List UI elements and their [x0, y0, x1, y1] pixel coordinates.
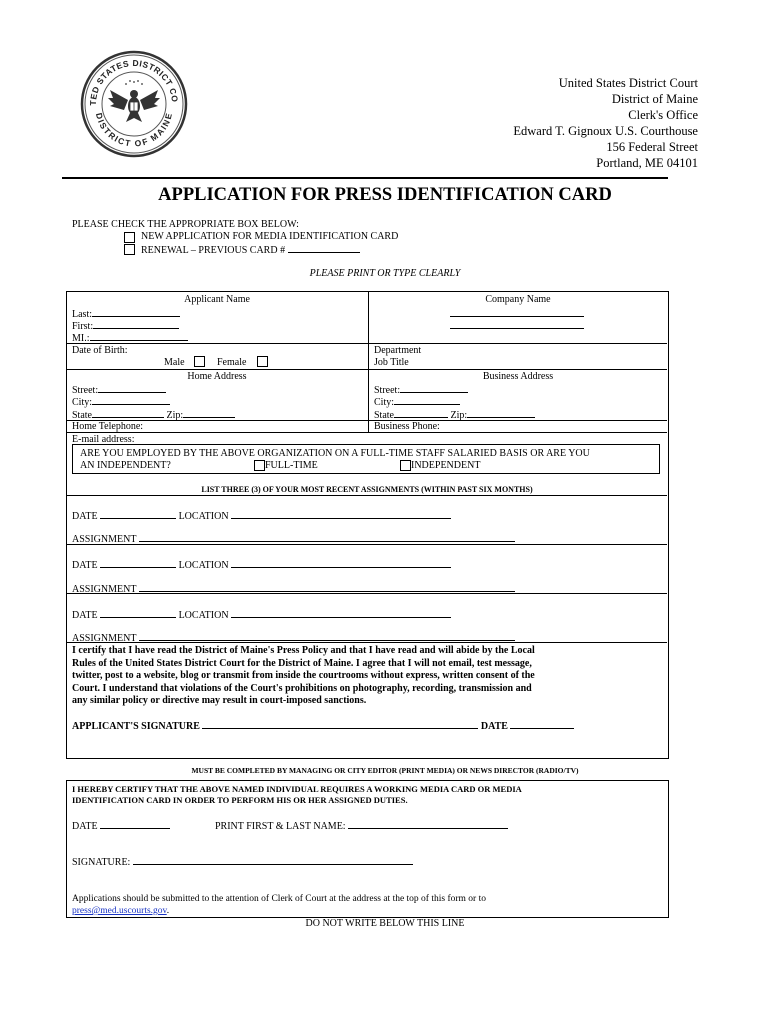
address-line: Portland, ME 04101 [596, 156, 698, 170]
address-line: 156 Federal Street [606, 140, 698, 154]
location-label: LOCATION [178, 511, 229, 522]
business-city-field [374, 395, 460, 409]
applicant-signature-label: APPLICANT'S SIGNATURE [72, 721, 200, 732]
address-line: United States District Court [558, 76, 698, 90]
assignment-label: ASSIGNMENT [72, 534, 137, 545]
assignment-2-date-location [72, 558, 451, 572]
address-line: District of Maine [611, 92, 698, 106]
editor-signature-label: SIGNATURE: [72, 857, 131, 868]
row-rule [67, 432, 667, 433]
press-email-link[interactable]: press@med.uscourts.gov [72, 906, 167, 916]
court-address [378, 75, 698, 171]
email-period: . [166, 906, 170, 916]
last-name-label: Last: [72, 309, 92, 320]
home-city-field [72, 395, 170, 409]
assignment-2-date-input[interactable] [100, 558, 176, 568]
female-checkbox[interactable] [257, 356, 268, 367]
assignment-1-date-location [72, 509, 451, 523]
date-of-birth-label: Date of Birth: [72, 345, 128, 356]
certification-line: Court. I understand that violations of the Court's prohibitions on photography, recording, transmission and [72, 682, 532, 694]
editor-date-input[interactable] [100, 819, 170, 829]
applicant-signature-input[interactable] [202, 719, 478, 729]
business-street-input[interactable] [400, 383, 468, 393]
column-divider [368, 292, 369, 433]
applicant-date-label: DATE [480, 721, 508, 732]
court-seal [80, 50, 188, 158]
new-application-label: NEW APPLICATION FOR MEDIA IDENTIFICATION CARD [141, 231, 399, 242]
employment-question-line1: ARE YOU EMPLOYED BY THE ABOVE ORGANIZATION ON A FULL-TIME STAFF SALARIED BASIS OR ARE YOU [80, 448, 590, 459]
full-time-label: FULL-TIME [265, 460, 318, 471]
business-phone-label: Business Phone: [374, 421, 440, 432]
assignment-2-input[interactable] [139, 582, 515, 592]
full-time-checkbox[interactable] [254, 460, 265, 471]
business-address-heading: Business Address [482, 371, 554, 382]
assignment-1-location-input[interactable] [231, 509, 451, 519]
location-label: LOCATION [178, 560, 229, 571]
header-rule [62, 177, 668, 179]
home-telephone-label: Home Telephone: [72, 421, 144, 432]
assignment-3-row [72, 631, 515, 645]
seal-bottom-text: DISTRICT OF MAINE [93, 111, 175, 149]
home-state-zip-field [72, 408, 235, 422]
print-note: PLEASE PRINT OR TYPE CLEARLY [309, 268, 461, 279]
company-name-input[interactable] [450, 316, 584, 317]
assignment-1-row [72, 532, 515, 546]
assignment-3-input[interactable] [139, 631, 515, 641]
row-rule [67, 495, 667, 496]
assignment-3-date-location [72, 608, 451, 622]
editor-print-name-input[interactable] [348, 819, 508, 829]
home-zip-input[interactable] [183, 408, 235, 418]
business-city-input[interactable] [394, 395, 460, 405]
previous-card-number-field[interactable] [288, 243, 360, 253]
business-state-label: State [374, 410, 394, 421]
certification-line: I certify that I have read the District of Maine's Press Policy and that I have read and will abide by the Local [72, 645, 535, 656]
home-street-input[interactable] [98, 383, 166, 393]
certification-line: Rules of the United States District Court for the District of Maine. I agree that I will not email, test message, [72, 657, 532, 669]
editor-signature-row [72, 855, 413, 869]
home-state-label: State [72, 410, 92, 421]
assignment-2-location-input[interactable] [231, 558, 451, 568]
row-rule [67, 369, 667, 370]
page-title: APPLICATION FOR PRESS IDENTIFICATION CARD [158, 185, 612, 205]
home-street-label: Street: [72, 385, 99, 396]
company-name-input-2[interactable] [450, 328, 584, 329]
renewal-label [141, 243, 360, 257]
home-address-heading: Home Address [187, 371, 247, 382]
middle-initial-label: MI.: [72, 333, 90, 344]
first-name-label: First: [72, 321, 94, 332]
seal-top-text: TED STATES DISTRICT CO [87, 57, 181, 106]
home-state-input[interactable] [92, 408, 164, 418]
editor-cert-line1: I HEREBY CERTIFY THAT THE ABOVE NAMED INDIVIDUAL REQUIRES A WORKING MEDIA CARD OR MEDIA [72, 784, 522, 794]
address-line: Edward T. Gignoux U.S. Courthouse [513, 124, 698, 138]
editor-date-label: DATE [72, 821, 98, 832]
submission-email-row [72, 905, 169, 917]
assignment-1-date-input[interactable] [100, 509, 176, 519]
editor-date-row [72, 819, 170, 833]
middle-initial-field [72, 331, 188, 345]
middle-initial-input[interactable] [90, 331, 188, 341]
assignment-label: ASSIGNMENT [72, 633, 137, 644]
assignment-label: ASSIGNMENT [72, 584, 137, 595]
address-line: Clerk's Office [628, 108, 698, 122]
editor-print-name-label: PRINT FIRST & LAST NAME: [215, 821, 346, 832]
date-label: DATE [72, 560, 98, 571]
employment-question-line2: AN INDEPENDENT? [80, 460, 171, 471]
location-label: LOCATION [178, 610, 229, 621]
business-state-zip-field [374, 408, 535, 422]
home-zip-label: Zip: [166, 410, 184, 421]
assignment-3-location-input[interactable] [231, 608, 451, 618]
date-label: DATE [72, 511, 98, 522]
female-label: Female [217, 357, 247, 368]
editor-name-row [215, 819, 508, 833]
applicant-signature-row [72, 719, 574, 733]
last-name-input[interactable] [92, 307, 180, 317]
check-instructions: PLEASE CHECK THE APPROPRIATE BOX BELOW: [72, 219, 299, 230]
renewal-text: RENEWAL – PREVIOUS CARD # [141, 245, 286, 256]
assignment-1-input[interactable] [139, 532, 515, 542]
business-street-label: Street: [374, 385, 401, 396]
home-city-label: City: [72, 397, 93, 408]
date-label: DATE [72, 610, 98, 621]
certification-line: twitter, post to a website, blog or transmit from inside the courtrooms without express, written consent of the [72, 670, 535, 681]
business-zip-input[interactable] [467, 408, 535, 418]
home-city-input[interactable] [92, 395, 170, 405]
submission-instructions: Applications should be submitted to the attention of Clerk of Court at the address at the top of this form or to [72, 894, 486, 904]
editor-note: MUST BE COMPLETED BY MANAGING OR CITY EDITOR (PRINT MEDIA) OR NEWS DIRECTOR (RADIO/TV) [191, 766, 579, 775]
business-state-input[interactable] [394, 408, 448, 418]
male-checkbox[interactable] [194, 356, 205, 367]
seal-emblem [80, 50, 188, 158]
independent-label: INDEPENDENT [411, 460, 481, 471]
editor-cert-line2: IDENTIFICATION CARD IN ORDER TO PERFORM HIS OR HER ASSIGNED DUTIES. [72, 795, 408, 805]
first-name-input[interactable] [93, 319, 179, 329]
renewal-checkbox[interactable] [124, 244, 135, 255]
independent-checkbox[interactable] [400, 460, 411, 471]
job-title-label: Job Title [374, 357, 409, 368]
assignments-heading: LIST THREE (3) OF YOUR MOST RECENT ASSIGNMENTS (WITHIN PAST SIX MONTHS) [201, 485, 533, 494]
business-zip-label: Zip: [450, 410, 468, 421]
new-application-checkbox[interactable] [124, 232, 135, 243]
applicant-date-input[interactable] [510, 719, 574, 729]
department-label: Department [374, 345, 422, 356]
company-name-heading: Company Name [485, 294, 551, 305]
editor-signature-input[interactable] [133, 855, 413, 865]
assignment-3-date-input[interactable] [100, 608, 176, 618]
email-address-label: E-mail address: [72, 434, 135, 445]
footer-note: DO NOT WRITE BELOW THIS LINE [305, 918, 465, 929]
male-label: Male [164, 357, 185, 368]
certification-line: any similar policy or directive may result in court-imposed sanctions. [72, 695, 367, 706]
certification-text [72, 645, 666, 708]
applicant-name-heading: Applicant Name [184, 294, 250, 305]
business-city-label: City: [374, 397, 395, 408]
assignment-2-row [72, 582, 515, 596]
